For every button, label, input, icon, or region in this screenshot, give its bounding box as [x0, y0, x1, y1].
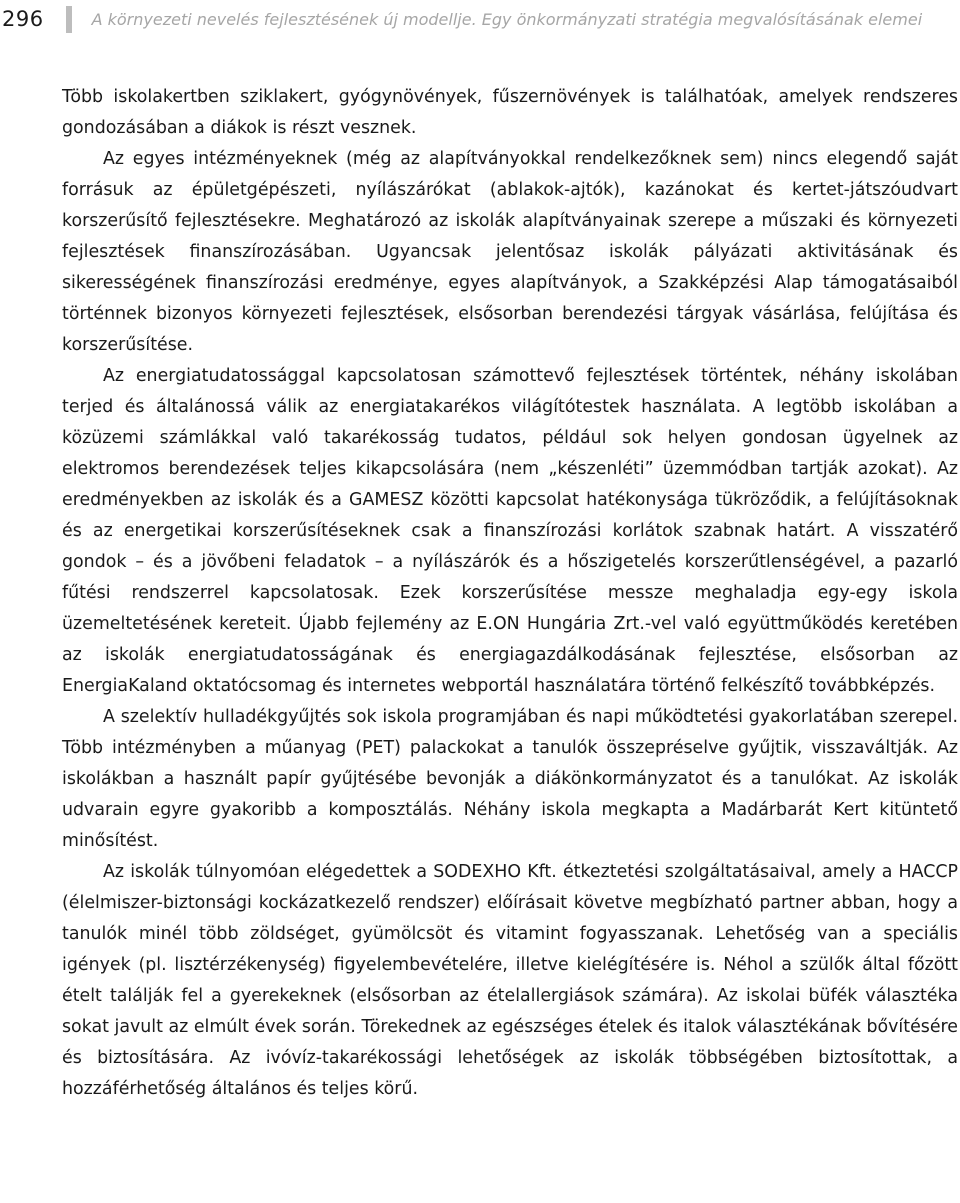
paragraph-5: Az iskolák túlnyomóan elégedettek a SODEXHO Kft. étkeztetési szolgáltatásaival, amely a HACCP (élelmiszer-biztonsági kockázatkezelő rendszer) előírásait követve megbízható partner abban, hogy a tanulók minél több zöldséget, gyümölcsöt és vitamint fogyasszanak. Lehetőség van a speciális igények (pl. lisztérzékenység) figyelembevételére, illetve kielégítésére is. Néhol a szülők által főzött ételt találják fel a gyerekeknek (elsősorban az ételallergiások számára). Az iskolai büfék választéka sokat javult az elmúlt évek során. Törekednek az egészséges ételek és italok választékának bővítésére és biztosítására. Az ivóvíz-takarékossági lehetőségek az iskolák többségében biztosítottak, a hozzáférhetőség általános és teljes körű.	[62, 862, 958, 1099]
running-head-title: A környezeti nevelés fejlesztésének új modellje. Egy önkormányzati stratégia megvalósításának elemei	[91, 9, 923, 29]
running-head	[0, 4, 960, 34]
paragraph-2: Az egyes intézményeknek (még az alapítványokkal rendelkezőknek sem) nincs elegendő saját forrásuk az épületgépészeti, nyílászárókat (ablakok-ajtók), kazánokat és kertet-játszóudvart korszerűsítő fejlesztésekre. Meghatározó az iskolák alapítványainak szerepe a műszaki és környezeti fejlesztések finanszírozásában. Ugyancsak jelentősaz iskolák pályázati aktivitásának és sikerességének finanszírozási eredménye, egyes alapítványok, a Szakképzési Alap támogatásaiból történnek bizonyos környezeti fejlesztések, elsősorban berendezési tárgyak vásárlása, felújítása és korszerűsítése.	[62, 149, 958, 355]
paragraph-1: Több iskolakertben sziklakert, gyógynövények, fűszernövények is találhatóak, amelyek rendszeres gondozásában a diákok is részt vesznek.	[62, 87, 958, 138]
paragraph-4: A szelektív hulladékgyűjtés sok iskola programjában és napi működtetési gyakorlatában szerepel. Több intézményben a műanyag (PET) palackokat a tanulók összepréselve gyűjtik, visszaváltják. Az iskolákban a használt papír gyűjtésébe bevonják a diákönkormányzatot és a tanulókat. Az iskolák udvarain egyre gyakoribb a komposztálás. Néhány iskola megkapta a Madárbarát Kert kitüntető minősítést.	[62, 707, 958, 851]
paragraph-3: Az energiatudatossággal kapcsolatosan számottevő fejlesztések történtek, néhány iskolában terjed és általánossá válik az energiatakarékos világítótestek használata. A legtöbb iskolában a közüzemi számlákkal való takarékosság tudatos, például sok helyen gondosan ügyelnek az elektromos berendezések teljes kikapcsolására (nem „készenléti” üzemmódban tartják azokat). Az eredményekben az iskolák és a GAMESZ közötti kapcsolat hatékonysága tükröződik, a felújításoknak és az energetikai korszerűsítéseknek csak a finanszírozási korlátok szabnak határt. A visszatérő gondok – és a jövőbeni feladatok – a nyílászárók és a hőszigetelés korszerűtlenségével, a pazarló fűtési rendszerrel kapcsolatosak. Ezek korszerűsítése messze meghaladja egy-egy iskola üzemeltetésének kereteit. Újabb fejlemény az E.ON Hungária Zrt.-vel való együttműködés keretében az iskolák energiatudatosságának és energiagazdálkodásának fejlesztése, elsősorban az EnergiaKaland oktatócsomag és internetes webportál használatára történő felkészítő továbbképzés.	[62, 366, 958, 696]
body-text	[62, 82, 958, 1105]
header-divider-bar	[66, 6, 72, 33]
page-number: 296	[2, 7, 44, 31]
